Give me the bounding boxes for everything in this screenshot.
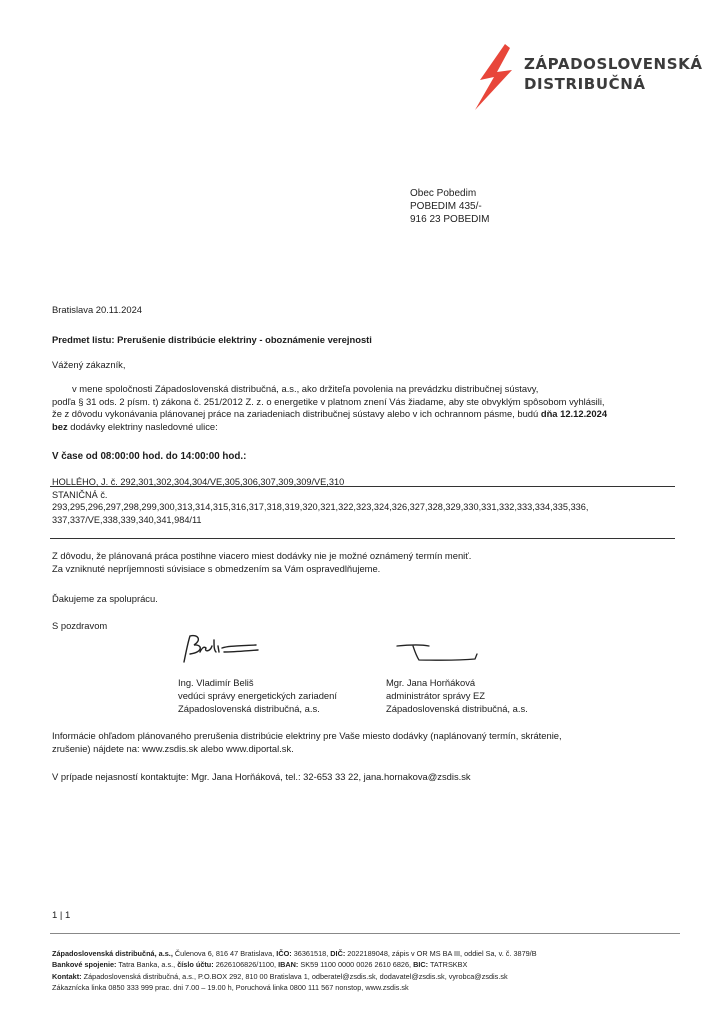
recipient-line-2: POBEDIM 435/- xyxy=(410,201,482,212)
logo-line-1: ZÁPADOSLOVENSKÁ xyxy=(524,55,703,73)
info-line-1: Informácie ohľadom plánovaného prerušenia distribúcie elektriny pre Vaše miesto dodávky (naplánovaný termín, skrátenie, xyxy=(52,730,562,741)
footer-ico-label: IČO: xyxy=(276,949,292,958)
signatory-2 xyxy=(386,676,528,715)
body-line-4-bold: bez xyxy=(52,421,68,433)
footer xyxy=(52,948,682,994)
company-logo-text xyxy=(524,54,703,94)
address-divider-bottom xyxy=(50,538,675,539)
footer-line-4: Zákaznícka linka 0850 333 999 prac. dni 7.00 – 19.00 h, Poruchová linka 0800 111 567 nonstop, www.zsdis.sk xyxy=(52,983,409,993)
thanks: Ďakujeme za spoluprácu. xyxy=(52,593,158,604)
footer-dic-label: DIČ: xyxy=(330,949,346,958)
recipient-address xyxy=(410,187,489,226)
outage-date: dňa 12.12.2024 xyxy=(540,408,608,420)
signature-hornakova xyxy=(393,640,485,666)
notice xyxy=(52,550,471,575)
signature-belis xyxy=(176,632,266,666)
footer-iban-label: IBAN: xyxy=(278,960,299,970)
body-line-2: podľa § 31 ods. 2 písm. t) zákona č. 251/2012 Z. z. o energetike v platnom znení Vás žiadame, aby ste obvyklým spôsobom vyhlásili, xyxy=(52,395,605,407)
footer-divider xyxy=(50,933,680,934)
signatory-2-role: administrátor správy EZ xyxy=(386,690,485,701)
footer-dic: 2022189048, zápis v OR MS BA III, oddiel Sa, v. č. 3879/B xyxy=(345,949,537,958)
footer-iban: SK59 1100 0000 0026 2610 6826, xyxy=(298,960,414,970)
salutation: Vážený zákazník, xyxy=(52,359,126,370)
signatory-1-name: Ing. Vladimír Beliš xyxy=(178,677,254,688)
letter-subject: Predmet listu: Prerušenie distribúcie elektriny - oboznámenie verejnosti xyxy=(52,334,372,345)
page-number: 1 | 1 xyxy=(52,910,71,921)
body-line-3-text: že z dôvodu vykonávania plánovanej práce na zariadeniach distribučnej sústavy alebo v ich ochrannom pásme, budú xyxy=(52,408,541,420)
body-line-3 xyxy=(52,408,692,421)
footer-bic: TATRSKBX xyxy=(428,960,468,970)
contact-line: V prípade nejasností kontaktujte: Mgr. Jana Horňáková, tel.: 32-653 33 22, jana.hornakova@zsdis.sk xyxy=(52,771,471,782)
footer-ico: 36361518, xyxy=(291,949,331,958)
address-line-3: 293,295,296,297,298,299,300,313,314,315,316,317,318,319,320,321,322,323,324,326,327,328,329,330,331,332,333,334,335,336, xyxy=(52,502,589,512)
address-line-4: 337,337/VE,338,339,340,341,984/11 xyxy=(52,514,202,525)
outage-time-window: V čase od 08:00:00 hod. do 14:00:00 hod.: xyxy=(52,451,247,462)
footer-line-1 xyxy=(52,948,682,959)
footer-account: 2626106826/1100, xyxy=(213,960,279,970)
logo-line-2: DISTRIBUČNÁ xyxy=(524,75,646,93)
footer-bic-label: BIC: xyxy=(413,960,429,970)
info-line-2: zrušenie) nájdete na: www.zsdis.sk alebo www.diportal.sk. xyxy=(52,742,294,754)
body-line-1: v mene spoločnosti Západoslovenská distribučná, a.s., ako držiteľa povolenia na prevádzku distribučnej sústavy, xyxy=(72,383,539,394)
footer-bank-label: Bankové spojenie: xyxy=(52,960,117,970)
signatory-2-name: Mgr. Jana Horňáková xyxy=(386,677,476,688)
closing: S pozdravom xyxy=(52,620,108,631)
address-line-1: HOLLÉHO, J. č. 292,301,302,304,304/VE,305,306,307,309,309/VE,310 xyxy=(52,477,345,487)
affected-addresses xyxy=(52,476,675,526)
body-paragraph xyxy=(52,383,692,434)
notice-line-2: Za vzniknuté nepríjemnosti súvisiace s obmedzením sa Vám ospravedlňujeme. xyxy=(52,562,381,574)
notice-line-1: Z dôvodu, že plánovaná práca postihne viacero miest dodávky nie je možné oznámený termín meniť. xyxy=(52,550,472,561)
recipient-line-1: Obec Pobedim xyxy=(410,188,477,199)
footer-line-2 xyxy=(52,959,682,970)
signatory-2-company: Západoslovenská distribučná, a.s. xyxy=(386,703,528,714)
footer-line-3 xyxy=(52,971,682,982)
footer-address: Čulenova 6, 816 47 Bratislava, xyxy=(172,949,277,958)
body-line-4-text: dodávky elektriny nasledovné ulice: xyxy=(67,421,218,433)
signatory-1-role: vedúci správy energetických zariadení xyxy=(178,690,337,701)
footer-bank: Tatra Banka, a.s., xyxy=(116,960,178,970)
signatory-1 xyxy=(178,676,337,715)
footer-account-label: číslo účtu: xyxy=(177,960,214,970)
company-logo-bolt-icon xyxy=(472,44,518,110)
place-date: Bratislava 20.11.2024 xyxy=(52,304,142,315)
footer-company: Západoslovenská distribučná, a.s., xyxy=(52,949,173,958)
recipient-line-3: 916 23 POBEDIM xyxy=(410,214,490,225)
footer-contact: Západoslovenská distribučná, a.s., P.O.BOX 292, 810 00 Bratislava 1, odberatel@zsdis.sk, dodavatel@zsdis.sk, vyrobca@zsdis.sk xyxy=(81,971,508,981)
body-line-4 xyxy=(52,421,692,434)
info-paragraph xyxy=(52,730,562,755)
address-line-2: STANIČNÁ č. xyxy=(52,489,108,500)
signatory-1-company: Západoslovenská distribučná, a.s. xyxy=(178,703,320,714)
footer-contact-label: Kontakt: xyxy=(52,971,82,981)
